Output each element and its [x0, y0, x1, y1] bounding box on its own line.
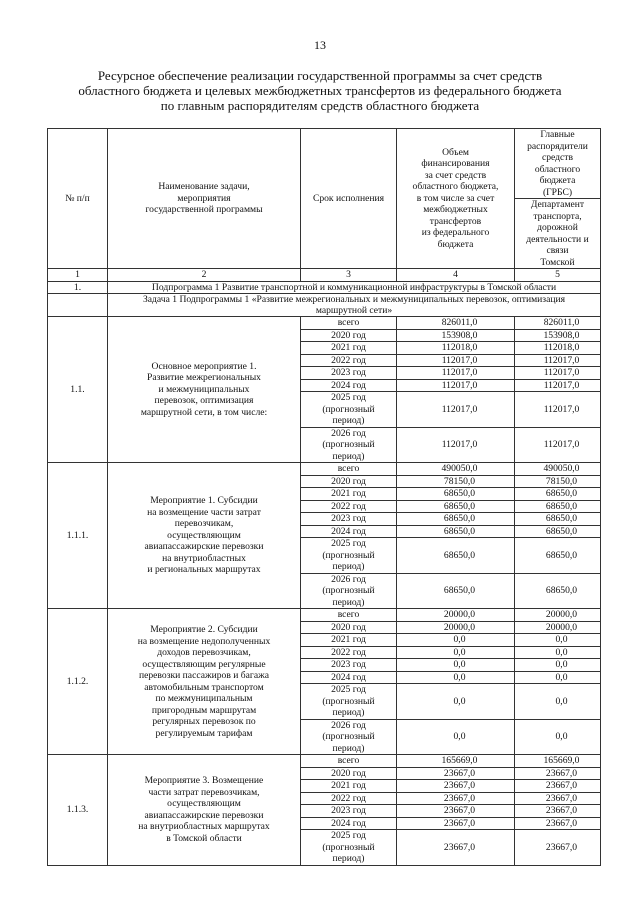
header-name-line: Наименование задачи,	[158, 181, 250, 193]
term-cell	[301, 767, 397, 780]
term-cell	[301, 475, 397, 488]
term-line: период)	[332, 415, 365, 426]
item-name-line: Основное мероприятие 1.	[151, 360, 257, 372]
grbs-cell	[515, 659, 601, 672]
term-line: период)	[332, 742, 365, 754]
volume-cell	[397, 609, 515, 622]
term-line: 2023 год	[331, 513, 366, 524]
volume-cell	[397, 817, 515, 830]
item-name-line: и межмуниципальных	[158, 383, 250, 395]
term-cell	[301, 488, 397, 501]
title-line: по главным распорядителям средств областного бюджета	[160, 98, 480, 113]
item-name-line: Мероприятие 1. Субсидии	[150, 495, 258, 507]
grbs-cell	[515, 646, 601, 659]
term-cell	[301, 671, 397, 684]
item-name-line: части затрат перевозчикам,	[148, 786, 260, 798]
column-number-row	[48, 269, 601, 282]
term-cell	[301, 659, 397, 672]
grbs-value: 68650,0	[545, 488, 578, 499]
volume-value: 112017,0	[441, 403, 478, 415]
item-name	[108, 755, 301, 866]
volume-cell	[397, 805, 515, 818]
grbs-value: 490050,0	[543, 463, 580, 474]
item-name-line: перевозчикам,	[174, 518, 234, 530]
subprogram-label: Подпрограмма 1 Развитие транспортной и коммуникационной инфраструктуры в Томской области	[108, 281, 601, 294]
term-line: 2020 год	[331, 475, 366, 487]
volume-value: 20000,0	[443, 621, 476, 633]
header-volume-line: трансфертов	[429, 215, 482, 227]
volume-value: 20000,0	[443, 609, 476, 620]
item-name-line: Мероприятие 2. Субсидии	[150, 624, 258, 635]
term-cell	[301, 830, 397, 866]
item-name-line: Мероприятие 3. Возмещение	[144, 775, 264, 787]
grbs-cell	[515, 767, 601, 780]
term-cell	[301, 367, 397, 380]
grbs-cell	[515, 500, 601, 513]
term-cell	[301, 780, 397, 793]
volume-cell	[397, 719, 515, 755]
header-name-line: государственной программы	[145, 204, 263, 216]
grbs-cell	[515, 392, 601, 428]
item-name-line: осуществляющим	[167, 529, 241, 541]
item-name-line: перевозки пассажиров и багажа	[138, 670, 269, 681]
volume-value: 0,0	[453, 634, 466, 645]
grbs-cell	[515, 755, 601, 768]
header-volume-line: бюджета	[437, 238, 474, 250]
term-line: 2022 год	[331, 354, 366, 366]
grbs-cell	[515, 671, 601, 684]
item-name-line: маршрутной сети, в том числе:	[140, 406, 268, 418]
term-cell	[301, 463, 397, 476]
volume-cell	[397, 671, 515, 684]
volume-value: 0,0	[453, 659, 466, 670]
term-line: 2020 год	[331, 329, 366, 341]
term-cell	[301, 805, 397, 818]
budget-table-body	[48, 129, 601, 866]
grbs-value: 23667,0	[545, 767, 578, 779]
item-number: 1.1.3.	[48, 755, 108, 866]
term-line: 2026 год	[331, 427, 366, 439]
term-cell	[301, 427, 397, 463]
item-name-line: на возмещение недополученных	[137, 635, 271, 647]
item-name-line: на возмещение части затрат	[147, 506, 261, 518]
grbs-cell	[515, 354, 601, 367]
volume-value: 0,0	[453, 671, 466, 683]
volume-cell	[397, 354, 515, 367]
volume-value: 78150,0	[443, 475, 476, 487]
header-grbs-sub-line: Департамент	[530, 199, 585, 210]
grbs-value: 0,0	[555, 695, 568, 707]
term-cell	[301, 792, 397, 805]
grbs-cell	[515, 684, 601, 720]
term-line: 2020 год	[331, 621, 366, 633]
volume-cell	[397, 684, 515, 720]
term-line: (прогнозный	[322, 585, 375, 596]
grbs-cell	[515, 538, 601, 574]
volume-value: 68650,0	[443, 585, 476, 596]
volume-value: 490050,0	[441, 463, 478, 474]
term-line: 2023 год	[331, 367, 366, 378]
volume-cell	[397, 488, 515, 501]
term-line: 2024 год	[331, 525, 366, 537]
term-cell	[301, 646, 397, 659]
column-number: 4	[397, 269, 515, 282]
grbs-value: 20000,0	[545, 621, 578, 633]
budget-table	[47, 128, 601, 866]
grbs-cell	[515, 621, 601, 634]
volume-value: 112017,0	[441, 439, 478, 450]
item-name-line: авиапассажирские перевозки	[144, 809, 264, 821]
header-grbs-line: распорядители средств	[527, 140, 588, 163]
header-volume-line: в том числе за счет	[416, 192, 495, 204]
term-line: 2023 год	[331, 659, 366, 670]
term-line: (прогнозный	[322, 841, 375, 853]
header-volume-line: областного бюджета,	[412, 181, 499, 193]
term-cell	[301, 317, 397, 330]
header-grbs	[515, 129, 601, 199]
term-line: 2026 год	[331, 573, 366, 585]
term-cell	[301, 354, 397, 367]
header-grbs-department	[515, 199, 601, 269]
grbs-cell	[515, 342, 601, 355]
grbs-value: 68650,0	[545, 500, 578, 512]
volume-cell	[397, 755, 515, 768]
grbs-value: 826011,0	[543, 317, 580, 328]
volume-value: 23667,0	[443, 841, 476, 853]
volume-cell	[397, 367, 515, 380]
volume-value: 68650,0	[443, 513, 476, 524]
grbs-value: 112017,0	[543, 379, 580, 391]
volume-cell	[397, 427, 515, 463]
term-line: 2025 год	[331, 830, 366, 841]
item-name-line: и региональных маршрутах	[147, 564, 261, 576]
header-row	[48, 129, 601, 199]
volume-cell	[397, 659, 515, 672]
header-grbs-line: областного бюджета	[534, 163, 581, 186]
volume-value: 153908,0	[441, 329, 478, 341]
item-number: 1.1.2.	[48, 609, 108, 755]
grbs-value: 165669,0	[543, 755, 580, 766]
term-cell	[301, 634, 397, 647]
grbs-cell	[515, 317, 601, 330]
volume-cell	[397, 525, 515, 538]
item-name-line: доходов перевозчикам,	[157, 647, 251, 658]
volume-cell	[397, 475, 515, 488]
volume-cell	[397, 538, 515, 574]
grbs-value: 112017,0	[543, 354, 580, 366]
term-cell	[301, 817, 397, 830]
task-row	[48, 294, 601, 317]
volume-value: 23667,0	[443, 767, 476, 779]
volume-value: 0,0	[453, 646, 466, 658]
volume-cell	[397, 500, 515, 513]
table-row	[48, 755, 601, 768]
term-line: период)	[332, 450, 365, 462]
header-volume-line: Объем	[442, 146, 469, 158]
term-cell	[301, 621, 397, 634]
volume-value: 23667,0	[443, 805, 476, 816]
grbs-cell	[515, 427, 601, 463]
item-name-line: в Томской области	[166, 832, 242, 844]
grbs-value: 23667,0	[545, 841, 578, 853]
term-cell	[301, 392, 397, 428]
column-number: 1	[48, 269, 108, 282]
header-volume-line: за счет средств	[424, 169, 487, 181]
term-cell	[301, 538, 397, 574]
document-title	[40, 68, 600, 113]
grbs-value: 0,0	[555, 634, 568, 645]
header-grbs-line: (ГРБС)	[542, 186, 573, 198]
item-name-line: на внутриобластных	[162, 552, 246, 564]
term-cell	[301, 684, 397, 720]
header-volume-line: финансирования	[421, 158, 490, 170]
page-number: 13	[314, 38, 326, 52]
term-cell	[301, 329, 397, 342]
term-line: период)	[332, 596, 365, 608]
item-name-line: пригородным маршрутам	[151, 704, 257, 716]
item-name	[108, 463, 301, 609]
term-line: 2024 год	[331, 379, 366, 391]
term-line: период)	[332, 853, 365, 864]
grbs-value: 78150,0	[545, 475, 578, 487]
term-line: (прогнозный	[322, 549, 375, 561]
volume-cell	[397, 780, 515, 793]
volume-value: 0,0	[453, 695, 466, 707]
grbs-cell	[515, 609, 601, 622]
volume-cell	[397, 792, 515, 805]
grbs-cell	[515, 805, 601, 818]
grbs-cell	[515, 780, 601, 793]
volume-cell	[397, 329, 515, 342]
term-line: (прогнозный	[322, 403, 375, 415]
volume-value: 112017,0	[441, 354, 478, 366]
grbs-value: 23667,0	[545, 792, 578, 804]
item-name	[108, 609, 301, 755]
term-line: 2022 год	[331, 792, 366, 804]
header-term: Срок исполнения	[301, 129, 397, 269]
volume-value: 0,0	[453, 731, 466, 742]
term-line: 2025 год	[331, 684, 366, 695]
term-line: период)	[332, 707, 365, 718]
title-line: Ресурсное обеспечение реализации государственной программы за счет средств	[97, 68, 543, 83]
header-grbs-line: Главные	[540, 129, 575, 140]
grbs-value: 112017,0	[543, 403, 580, 415]
grbs-value: 23667,0	[545, 817, 578, 829]
grbs-cell	[515, 379, 601, 392]
grbs-cell	[515, 634, 601, 647]
grbs-value: 112017,0	[543, 367, 580, 378]
term-line: (прогнозный	[322, 439, 375, 450]
volume-cell	[397, 379, 515, 392]
volume-value: 23667,0	[443, 780, 476, 791]
term-line: всего	[337, 317, 360, 328]
column-number: 2	[108, 269, 301, 282]
volume-cell	[397, 767, 515, 780]
term-line: 2022 год	[331, 646, 366, 658]
term-cell	[301, 513, 397, 526]
term-cell	[301, 609, 397, 622]
subprogram-row	[48, 281, 601, 294]
term-cell	[301, 573, 397, 609]
grbs-value: 0,0	[555, 646, 568, 658]
grbs-value: 0,0	[555, 731, 568, 742]
item-name-line: регулируемым тарифам	[155, 727, 253, 739]
term-cell	[301, 379, 397, 392]
grbs-value: 23667,0	[545, 780, 578, 791]
grbs-value: 0,0	[555, 671, 568, 683]
item-name-line: осуществляющим регулярные	[142, 658, 266, 670]
volume-cell	[397, 463, 515, 476]
term-cell	[301, 755, 397, 768]
header-name-line: мероприятия	[177, 192, 231, 204]
item-name-line: по межмуниципальным	[155, 693, 253, 704]
term-line: 2024 год	[331, 817, 366, 829]
grbs-cell	[515, 475, 601, 488]
grbs-value: 20000,0	[545, 609, 578, 620]
grbs-cell	[515, 488, 601, 501]
grbs-value: 112018,0	[543, 342, 580, 353]
term-line: всего	[337, 463, 360, 474]
grbs-value: 68650,0	[545, 513, 578, 524]
grbs-cell	[515, 719, 601, 755]
item-name-line: перевозок, оптимизация	[154, 395, 254, 407]
volume-cell	[397, 513, 515, 526]
term-cell	[301, 719, 397, 755]
term-line: 2022 год	[331, 500, 366, 512]
term-line: 2021 год	[331, 780, 366, 791]
term-cell	[301, 500, 397, 513]
term-line: 2026 год	[331, 719, 366, 731]
grbs-value: 153908,0	[543, 329, 580, 341]
grbs-value: 0,0	[555, 659, 568, 670]
grbs-value: 68650,0	[545, 525, 578, 537]
grbs-cell	[515, 513, 601, 526]
volume-value: 826011,0	[441, 317, 478, 328]
column-number: 5	[515, 269, 601, 282]
header-volume-line: межбюджетных	[423, 204, 488, 216]
term-line: 2025 год	[331, 392, 366, 403]
item-number: 1.1.	[48, 317, 108, 463]
table-row	[48, 463, 601, 476]
term-cell	[301, 342, 397, 355]
header-grbs-sub-line: транспорта, дорожной	[533, 210, 582, 233]
header-volume-line: из федерального	[421, 227, 490, 239]
term-line: период)	[332, 561, 365, 572]
volume-cell	[397, 342, 515, 355]
task-label	[108, 294, 601, 317]
grbs-cell	[515, 525, 601, 538]
grbs-cell	[515, 817, 601, 830]
volume-cell	[397, 573, 515, 609]
grbs-value: 68650,0	[545, 549, 578, 561]
volume-value: 68650,0	[443, 500, 476, 512]
table-row	[48, 609, 601, 622]
item-name-line: авиапассажирские перевозки	[144, 541, 264, 553]
grbs-cell	[515, 573, 601, 609]
header-name	[108, 129, 301, 269]
term-line: 2020 год	[331, 767, 366, 779]
volume-cell	[397, 634, 515, 647]
term-line: (прогнозный	[322, 731, 375, 742]
volume-value: 23667,0	[443, 817, 476, 829]
grbs-value: 112017,0	[543, 439, 580, 450]
term-line: 2024 год	[331, 671, 366, 683]
term-line: 2025 год	[331, 538, 366, 549]
subprogram-number: 1.	[48, 281, 108, 294]
item-name-line: Развитие межрегиональных	[147, 372, 261, 384]
header-grbs-sub-line: Томской	[540, 256, 575, 268]
term-line: (прогнозный	[322, 695, 375, 707]
volume-value: 68650,0	[443, 525, 476, 537]
volume-value: 68650,0	[443, 549, 476, 561]
header-num: № п/п	[48, 129, 108, 269]
grbs-value: 23667,0	[545, 805, 578, 816]
term-line: 2023 год	[331, 805, 366, 816]
grbs-cell	[515, 463, 601, 476]
grbs-cell	[515, 830, 601, 866]
term-line: 2021 год	[331, 488, 366, 499]
item-name-line: на внутриобластных маршрутах	[138, 821, 270, 833]
term-line: 2021 год	[331, 342, 366, 353]
volume-cell	[397, 392, 515, 428]
item-name	[108, 317, 301, 463]
term-line: 2021 год	[331, 634, 366, 645]
task-label-line: маршрутной сети»	[315, 305, 393, 316]
item-name-line: регулярных перевозок по	[152, 716, 256, 727]
header-volume	[397, 129, 515, 269]
volume-cell	[397, 646, 515, 659]
volume-value: 23667,0	[443, 792, 476, 804]
grbs-cell	[515, 792, 601, 805]
volume-value: 112017,0	[441, 379, 478, 391]
volume-value: 68650,0	[443, 488, 476, 499]
volume-value: 165669,0	[441, 755, 478, 766]
item-number: 1.1.1.	[48, 463, 108, 609]
volume-value: 112018,0	[441, 342, 478, 353]
term-line: всего	[337, 755, 360, 766]
title-line: областного бюджета и целевых межбюджетных трансфертов из федерального бюджета	[78, 83, 562, 98]
column-number: 3	[301, 269, 397, 282]
volume-cell	[397, 830, 515, 866]
grbs-cell	[515, 329, 601, 342]
term-cell	[301, 525, 397, 538]
volume-cell	[397, 317, 515, 330]
volume-cell	[397, 621, 515, 634]
task-label-line: Задача 1 Подпрограммы 1 «Развитие межрегиональных и межмуниципальных перевозок, оптимизация	[142, 294, 566, 305]
table-row	[48, 317, 601, 330]
grbs-cell	[515, 367, 601, 380]
grbs-value: 68650,0	[545, 585, 578, 596]
item-name-line: осуществляющим	[167, 798, 241, 810]
header-grbs-sub-line: деятельности и связи	[526, 233, 589, 256]
volume-value: 112017,0	[441, 367, 478, 378]
task-number-empty	[48, 294, 108, 317]
term-line: всего	[337, 609, 360, 620]
item-name-line: автомобильным транспортом	[144, 681, 264, 693]
